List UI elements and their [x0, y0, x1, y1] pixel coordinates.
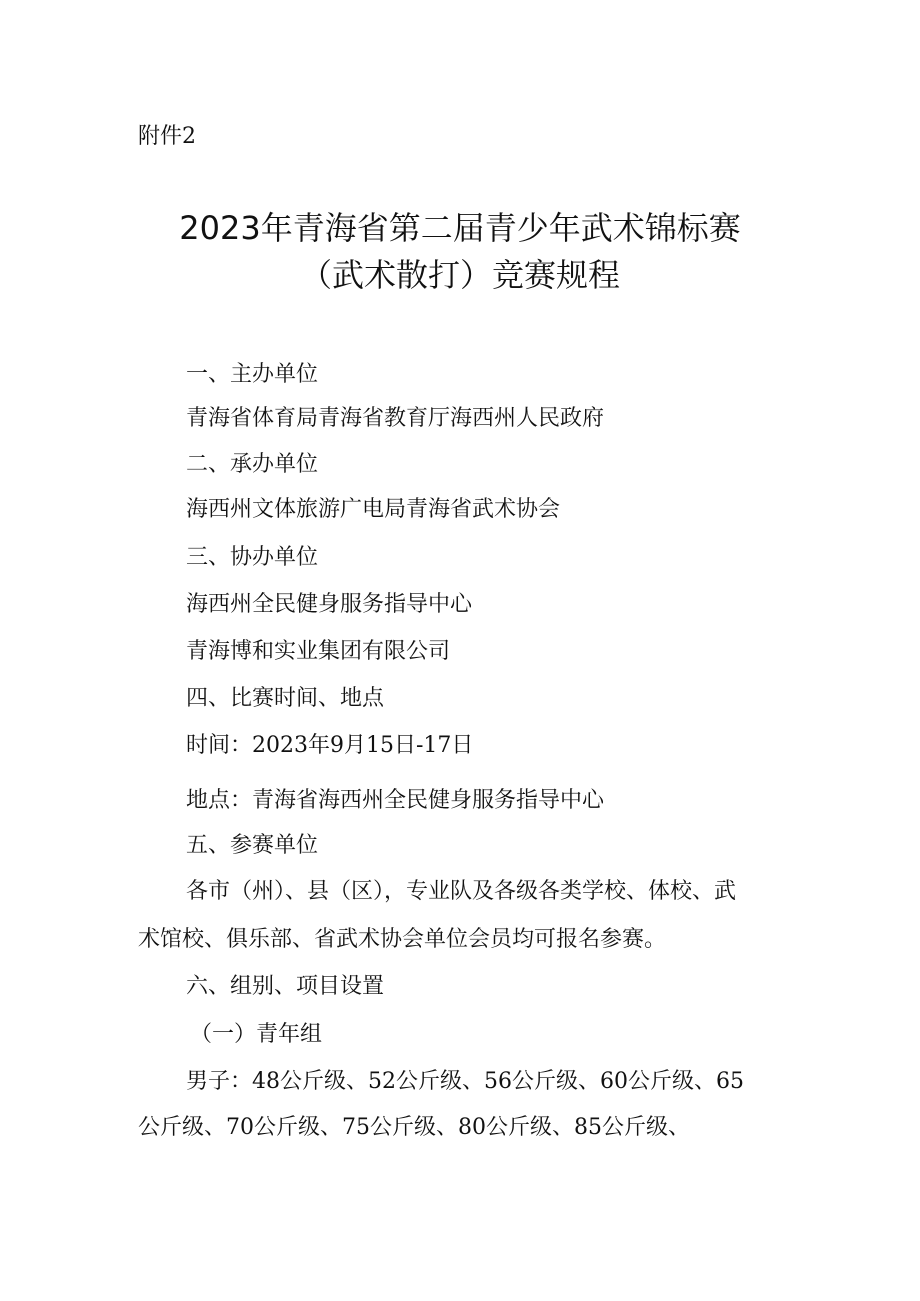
participants-line-2: 术馆校、俱乐部、省武术协会单位会员均可报名参赛。 — [138, 927, 667, 952]
section-heading-time-place: 四、比赛时间、地点 — [186, 686, 385, 711]
section-heading-co-organizer: 三、协办单位 — [186, 545, 319, 570]
men-weight-classes-line-1: 男子：48公斤级、52公斤级、56公斤级、60公斤级、65 — [186, 1069, 744, 1094]
competition-place: 地点：青海省海西州全民健身服务指导中心 — [186, 788, 605, 813]
competition-time: 时间：2023年9月15日-17日 — [186, 733, 474, 758]
organizer-text: 青海省体育局青海省教育厅海西州人民政府 — [186, 406, 605, 431]
section-heading-participants: 五、参赛单位 — [186, 833, 319, 858]
section-heading-host: 二、承办单位 — [186, 452, 319, 477]
section-heading-organizer: 一、主办单位 — [186, 362, 319, 387]
document-title-line-1: 2023年青海省第二届青少年武术锦标赛 — [179, 209, 741, 247]
youth-group-heading: （一）青年组 — [190, 1022, 323, 1047]
document-title-line-2: （武术散打）竞赛规程 — [299, 256, 620, 294]
attachment-label: 附件2 — [138, 124, 196, 149]
co-organizer-line-1: 海西州全民健身服务指导中心 — [186, 592, 473, 617]
co-organizer-line-2: 青海博和实业集团有限公司 — [186, 639, 451, 664]
host-text: 海西州文体旅游广电局青海省武术协会 — [186, 497, 561, 522]
men-weight-classes-line-2: 公斤级、70公斤级、75公斤级、80公斤级、85公斤级、 — [138, 1115, 690, 1140]
participants-line-1: 各市（州）、县（区），专业队及各级各类学校、体校、武 — [186, 879, 737, 904]
section-heading-groups: 六、组别、项目设置 — [186, 974, 385, 999]
